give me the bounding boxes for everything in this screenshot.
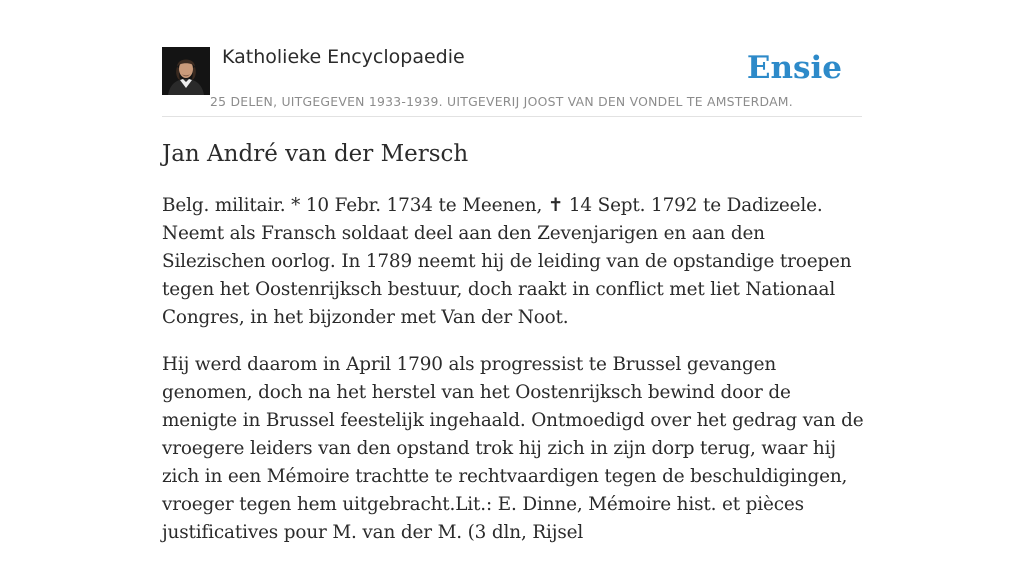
portrait-avatar-icon[interactable] [162,47,210,95]
article-paragraph: Belg. militair. * 10 Febr. 1734 te Meenen, ✝ 14 Sept. 1792 te Dadizeele. Neemt als Fransch soldaat deel aan den Zevenjarigen en aan den Silezischen oorlog. In 1789 neemt hij de leiding van de opstandige troepen tegen het Oostenrijksch bestuur, doch raakt in conflict met liet Nationaal Congres, in het bijzonder met Van der Noot. [162,195,852,328]
source-title[interactable]: Katholieke Encyclopaedie [222,46,465,68]
article [162,138,866,566]
source-meta: 25 DELEN, UITGEGEVEN 1933-1939. UITGEVERIJ JOOST VAN DEN VONDEL TE AMSTERDAM. [210,94,793,109]
article-title: Jan André van der Mersch [162,141,469,167]
article-paragraph: Hij werd daarom in April 1790 als progressist te Brussel gevangen genomen, doch na het herstel van het Oostenrijksch bewind door de menigte in Brussel feestelijk ingehaald. Ontmoedigd over het gedrag van de vroegere leiders van den opstand trok hij zich in zijn dorp terug, waar hij zich in een Mémoire trachtte te rechtvaardigen tegen de beschuldigingen, vroeger tegen hem uitgebracht.Lit.: E. Dinne, Mémoire hist. et pièces justificatives pour M. van der M. (3 dln, Rijsel [162,354,864,543]
header [162,44,862,117]
brand-logo[interactable]: Ensie [746,50,842,86]
